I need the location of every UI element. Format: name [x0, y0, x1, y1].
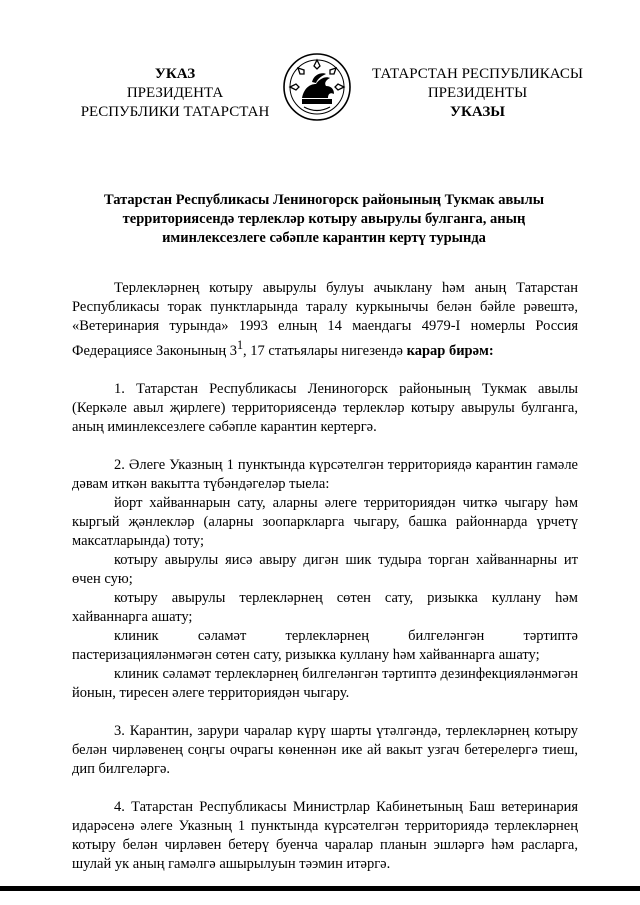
item-2-subitem: котыру авырулы яисә авыру дигән шик тудыра торган хайваннарны ит өчен сую; — [72, 551, 578, 587]
preamble-text-tail: , 17 статьялары нигезендә — [243, 342, 407, 359]
decree-body — [72, 279, 578, 874]
preamble-paragraph — [72, 279, 578, 361]
preamble-text: Терлекләрнең котыру авырулы булуы ачыклану һәм аның Татарстан Республикасы торак пунктларында таралу куркынычы белән бәйле рәвештә, «Ветеринария турында» 1993 елның 14 маендагы 4979-I номерлы Россия Федерациясе Законының 3 — [72, 280, 578, 359]
item-4-paragraph: 4. Татарстан Республикасы Министрлар Кабинетының Баш ветеринария идарәсенә әлеге Указның 1 пунктында күрсәтелгән территориядә терлекләрнең котыру белән чирләвен бетерү буенча чаралар планын эшләргә һәм расларга, шулай ук аның гамәлгә ашырылуын тәэмин итәргә. — [72, 798, 578, 872]
article-superscript: 1 — [236, 338, 244, 352]
president-label-tt: ПРЕЗИДЕНТЫ — [427, 85, 528, 101]
coat-of-arms-icon — [282, 52, 352, 122]
item-2-subitem: йорт хайваннарын сату, аларны әлеге территориядән читкә чыгару һәм кыргый җәнлекләр (аларны зоопаркларга чыгару, башка районнарда үрчетү максатларында) тоту; — [72, 494, 578, 549]
header-left-block — [70, 65, 280, 122]
president-label-ru: ПРЕЗИДЕНТА — [126, 85, 224, 101]
page-bottom-border — [0, 886, 640, 891]
ukazy-label: УКАЗЫ — [450, 104, 505, 120]
decree-title — [70, 191, 578, 248]
item-3-paragraph: 3. Карантин, зарури чаралар күрү шарты үтәлгәндә, терлекләрнең котыру белән чирләвенең соңгы очрагы көненнән ике ай вакыт узгач бетерелергә тиеш, дип билгеләргә. — [72, 722, 578, 777]
republic-label-tt: ТАТАРСТАН РЕСПУБЛИКАСЫ — [372, 66, 583, 82]
resolve-phrase: карар бирәм: — [406, 342, 494, 359]
item-1-paragraph: 1. Татарстан Республикасы Лениногорск районының Тукмак авылы (Керкәле авыл җирлеге) территориясендә терлекләр котыру авырулы булганга, аның иминлексезлеге сәбәпле карантин кертергә. — [72, 380, 578, 435]
item-2-subitem: котыру авырулы терлекләрнең сөтен сату, ризыкка куллану һәм хайваннарга ашату; — [72, 589, 578, 625]
republic-label-ru: РЕСПУБЛИКИ ТАТАРСТАН — [80, 104, 270, 120]
title-line: территориясендә терлекләр котыру авырулы булганга, аның — [122, 211, 526, 227]
header-right-block — [365, 65, 590, 122]
item-2-subitem: клиник сәламәт терлекләрнең билгеләнгән тәртиптә дезинфекцияләнмәгән йонын, тиресен әлеге территориядән чыгару. — [72, 665, 578, 701]
item-2-intro: 2. Әлеге Указның 1 пунктында күрсәтелгән территориядә карантин гамәле дәвам иткән вакытта түбәндәгеләр тыела: — [72, 456, 578, 492]
title-line: иминлексезлеге сәбәпле карантин кертү турында — [162, 230, 486, 246]
title-line: Татарстан Республикасы Лениногорск районының Тукмак авылы — [103, 192, 545, 208]
item-2-subitem: клиник сәламәт терлекләрнең билгеләнгән тәртиптә пастеризацияләнмәгән сөтен сату, ризыкка куллану һәм хайваннарга ашату; — [72, 627, 578, 663]
ukaz-label: УКАЗ — [154, 66, 196, 82]
